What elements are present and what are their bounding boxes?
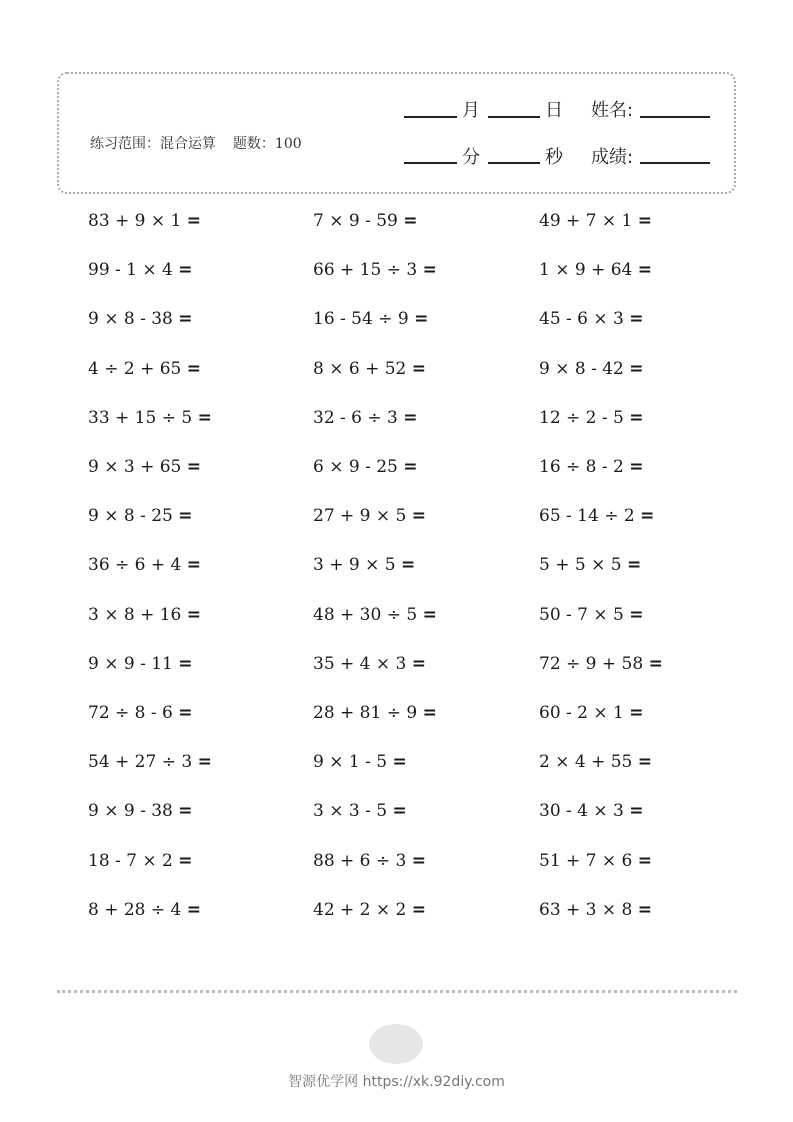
problem-expression: 8 + 28 ÷ 4 [88, 900, 182, 920]
problem-item [88, 408, 212, 428]
equals-sign: = [637, 260, 653, 280]
problem-expression: 30 - 4 × 3 [539, 801, 624, 821]
problem-item [539, 211, 652, 231]
practice-scope [90, 133, 302, 153]
problem-expression: 5 + 5 × 5 [539, 555, 622, 575]
problem-item [539, 555, 641, 575]
day-label: 日 [545, 100, 563, 121]
problem-expression: 42 + 2 × 2 [313, 900, 407, 920]
problem-item [313, 260, 437, 280]
problem-item [313, 801, 407, 821]
problem-item [88, 900, 201, 920]
problem-item [313, 605, 437, 625]
problem-item [88, 211, 201, 231]
equals-sign: = [186, 555, 202, 575]
problem-expression: 16 ÷ 8 - 2 [539, 457, 624, 477]
problem-item [539, 457, 644, 477]
score-blank[interactable] [640, 162, 710, 164]
problem-item [313, 408, 418, 428]
equals-sign: = [411, 851, 427, 871]
count-value: 100 [274, 136, 302, 152]
problem-expression: 18 - 7 × 2 [88, 851, 173, 871]
equals-sign: = [178, 309, 193, 329]
problem-expression: 7 × 9 - 59 [313, 211, 398, 231]
problem-item [88, 801, 193, 821]
equals-sign: = [186, 605, 202, 625]
problem-expression: 48 + 30 ÷ 5 [313, 605, 418, 625]
footer-source: 智源优学网 https://xk.92diy.com [288, 1074, 505, 1090]
score-label: 成绩: [591, 147, 634, 168]
equals-sign: = [640, 506, 655, 526]
problem-item [88, 309, 193, 329]
problem-item [313, 211, 418, 231]
problem-expression: 51 + 7 × 6 [539, 851, 633, 871]
problem-expression: 72 ÷ 9 + 58 [539, 654, 644, 674]
problem-item [539, 752, 652, 772]
problem-item [88, 654, 193, 674]
second-label: 秒 [545, 147, 563, 168]
problem-expression: 3 × 8 + 16 [88, 605, 182, 625]
scope-label: 练习范围：混合运算 [90, 136, 216, 152]
equals-sign: = [403, 211, 418, 231]
problem-expression: 1 × 9 + 64 [539, 260, 633, 280]
equals-sign: = [178, 654, 193, 674]
equals-sign: = [626, 555, 642, 575]
equals-sign: = [637, 900, 653, 920]
problem-expression: 9 × 8 - 38 [88, 309, 173, 329]
problem-expression: 83 + 9 × 1 [88, 211, 182, 231]
equals-sign: = [637, 752, 653, 772]
problem-expression: 9 × 8 - 25 [88, 506, 173, 526]
problem-item [88, 457, 201, 477]
footer-divider [57, 990, 737, 993]
problem-expression: 9 × 9 - 11 [88, 654, 173, 674]
problem-expression: 9 × 8 - 42 [539, 359, 624, 379]
equals-sign: = [411, 900, 427, 920]
problem-item [539, 359, 644, 379]
problem-expression: 49 + 7 × 1 [539, 211, 633, 231]
problem-item [539, 260, 652, 280]
problem-item [539, 851, 652, 871]
problem-item [88, 851, 193, 871]
equals-sign: = [637, 211, 653, 231]
equals-sign: = [186, 359, 202, 379]
problem-expression: 9 × 3 + 65 [88, 457, 182, 477]
month-label: 月 [462, 100, 480, 121]
problem-item [539, 801, 644, 821]
problem-item [88, 555, 201, 575]
problem-item [88, 605, 201, 625]
problem-item [313, 851, 426, 871]
problem-item [313, 900, 426, 920]
problem-expression: 54 + 27 ÷ 3 [88, 752, 193, 772]
problem-expression: 16 - 54 ÷ 9 [313, 309, 409, 329]
equals-sign: = [178, 260, 193, 280]
problem-item [313, 555, 415, 575]
equals-sign: = [629, 309, 644, 329]
month-blank[interactable] [404, 116, 457, 118]
problem-expression: 72 ÷ 8 - 6 [88, 703, 173, 723]
problem-expression: 9 × 1 - 5 [313, 752, 388, 772]
equals-sign: = [411, 359, 427, 379]
equals-sign: = [178, 506, 193, 526]
equals-sign: = [178, 801, 193, 821]
problem-item [313, 506, 426, 526]
equals-sign: = [197, 752, 212, 772]
minute-blank[interactable] [404, 162, 457, 164]
count-label: 题数： [232, 136, 275, 152]
equals-sign: = [186, 900, 202, 920]
day-blank[interactable] [488, 116, 540, 118]
problem-expression: 99 - 1 × 4 [88, 260, 173, 280]
equals-sign: = [186, 457, 202, 477]
equals-sign: = [186, 211, 202, 231]
problem-item [313, 654, 426, 674]
problem-item [313, 457, 418, 477]
equals-sign: = [197, 408, 212, 428]
problem-expression: 27 + 9 × 5 [313, 506, 407, 526]
problem-item [88, 703, 193, 723]
problem-item [88, 506, 193, 526]
problem-item [313, 703, 437, 723]
problem-item [539, 506, 654, 526]
equals-sign: = [629, 801, 644, 821]
problem-expression: 88 + 6 ÷ 3 [313, 851, 407, 871]
second-blank[interactable] [488, 162, 540, 164]
problem-item [88, 752, 212, 772]
problem-expression: 3 × 3 - 5 [313, 801, 388, 821]
problem-item [313, 309, 428, 329]
problem-item [88, 260, 193, 280]
equals-sign: = [629, 605, 644, 625]
problem-expression: 3 + 9 × 5 [313, 555, 396, 575]
equals-sign: = [392, 801, 407, 821]
equals-sign: = [637, 851, 653, 871]
problem-item [539, 605, 644, 625]
problem-expression: 36 ÷ 6 + 4 [88, 555, 182, 575]
problem-item [88, 359, 201, 379]
problem-expression: 4 ÷ 2 + 65 [88, 359, 182, 379]
problem-expression: 45 - 6 × 3 [539, 309, 624, 329]
equals-sign: = [414, 309, 429, 329]
equals-sign: = [629, 703, 644, 723]
equals-sign: = [422, 260, 437, 280]
problem-item [539, 900, 652, 920]
problem-expression: 8 × 6 + 52 [313, 359, 407, 379]
equals-sign: = [629, 359, 644, 379]
problem-expression: 9 × 9 - 38 [88, 801, 173, 821]
problem-expression: 63 + 3 × 8 [539, 900, 633, 920]
problem-expression: 28 + 81 ÷ 9 [313, 703, 418, 723]
equals-sign: = [422, 605, 437, 625]
equals-sign: = [403, 457, 418, 477]
equals-sign: = [648, 654, 663, 674]
problem-expression: 60 - 2 × 1 [539, 703, 624, 723]
equals-sign: = [411, 654, 427, 674]
equals-sign: = [629, 457, 644, 477]
equals-sign: = [411, 506, 427, 526]
problem-expression: 33 + 15 ÷ 5 [88, 408, 193, 428]
minute-label: 分 [462, 147, 480, 168]
equals-sign: = [392, 752, 407, 772]
equals-sign: = [403, 408, 418, 428]
problem-item [539, 654, 663, 674]
problem-expression: 32 - 6 ÷ 3 [313, 408, 398, 428]
problem-item [539, 408, 644, 428]
name-label: 姓名: [591, 100, 634, 121]
equals-sign: = [400, 555, 416, 575]
problem-item [313, 359, 426, 379]
name-blank[interactable] [640, 116, 710, 118]
problem-expression: 35 + 4 × 3 [313, 654, 407, 674]
equals-sign: = [178, 851, 193, 871]
problem-expression: 66 + 15 ÷ 3 [313, 260, 418, 280]
problem-item [313, 752, 407, 772]
problem-item [539, 309, 644, 329]
problem-expression: 6 × 9 - 25 [313, 457, 398, 477]
equals-sign: = [629, 408, 644, 428]
problem-expression: 50 - 7 × 5 [539, 605, 624, 625]
page-number-badge [369, 1024, 423, 1064]
problem-expression: 2 × 4 + 55 [539, 752, 633, 772]
problem-item [539, 703, 644, 723]
equals-sign: = [422, 703, 437, 723]
equals-sign: = [178, 703, 193, 723]
problem-expression: 65 - 14 ÷ 2 [539, 506, 635, 526]
problem-expression: 12 ÷ 2 - 5 [539, 408, 624, 428]
